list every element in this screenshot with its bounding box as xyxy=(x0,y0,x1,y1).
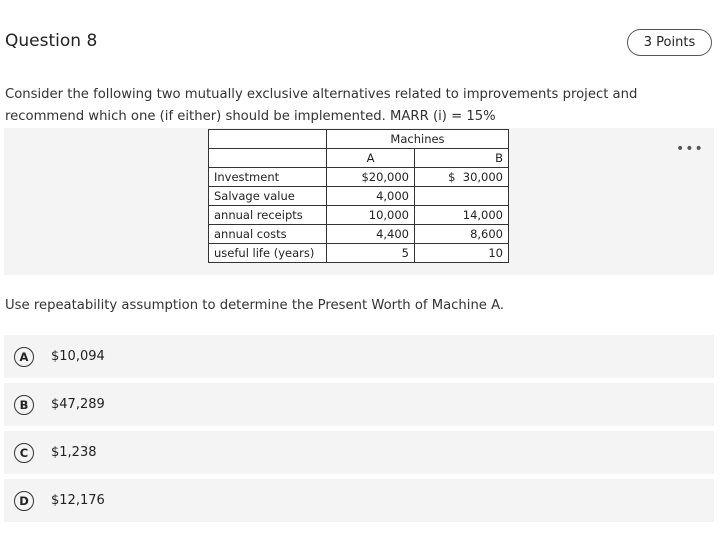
option-letter-badge: D xyxy=(14,491,34,511)
machines-table xyxy=(208,129,509,263)
subheader-blank-cell xyxy=(209,149,327,168)
table-header-row xyxy=(209,130,509,149)
option-text: $12,176 xyxy=(51,493,105,508)
machine-b-value: 14,000 xyxy=(415,206,509,225)
table-row xyxy=(209,187,509,206)
table-row xyxy=(209,225,509,244)
question-prompt: Use repeatability assumption to determine the Present Worth of Machine A. xyxy=(5,298,505,313)
option-text: $10,094 xyxy=(51,349,105,364)
machine-b-value xyxy=(415,187,509,206)
header-blank-cell xyxy=(209,130,327,149)
points-badge: 3 Points xyxy=(627,29,712,56)
answer-option-b[interactable] xyxy=(4,383,714,426)
column-b-header: B xyxy=(415,149,509,168)
machines-header: Machines xyxy=(327,130,509,149)
option-text: $47,289 xyxy=(51,397,105,412)
row-label: Investment xyxy=(209,168,327,187)
answer-option-d[interactable] xyxy=(4,479,714,522)
machine-b-value: $ 30,000 xyxy=(415,168,509,187)
question-title: Question 8 xyxy=(5,31,98,51)
machine-a-value: 4,400 xyxy=(327,225,415,244)
option-letter-badge: A xyxy=(14,347,34,367)
table-row xyxy=(209,168,509,187)
machine-b-value: 10 xyxy=(415,244,509,263)
table-subheader-row xyxy=(209,149,509,168)
option-letter-badge: B xyxy=(14,395,34,415)
machine-a-value: 10,000 xyxy=(327,206,415,225)
row-label: annual receipts xyxy=(209,206,327,225)
option-text: $1,238 xyxy=(51,445,97,460)
answer-option-c[interactable] xyxy=(4,431,714,474)
row-label: Salvage value xyxy=(209,187,327,206)
row-label: annual costs xyxy=(209,225,327,244)
machine-b-value: 8,600 xyxy=(415,225,509,244)
machine-a-value: 5 xyxy=(327,244,415,263)
answer-option-a[interactable] xyxy=(4,335,714,378)
column-a-header: A xyxy=(327,149,415,168)
row-label: useful life (years) xyxy=(209,244,327,263)
table-row xyxy=(209,244,509,263)
table-row xyxy=(209,206,509,225)
machine-a-value: $20,000 xyxy=(327,168,415,187)
option-letter-badge: C xyxy=(14,443,34,463)
more-options-icon[interactable]: ••• xyxy=(676,141,704,157)
machine-a-value: 4,000 xyxy=(327,187,415,206)
question-text: Consider the following two mutually exclusive alternatives related to improvements project and recommend which one (if either) should be implemented. MARR (i) = 15% xyxy=(5,87,638,124)
